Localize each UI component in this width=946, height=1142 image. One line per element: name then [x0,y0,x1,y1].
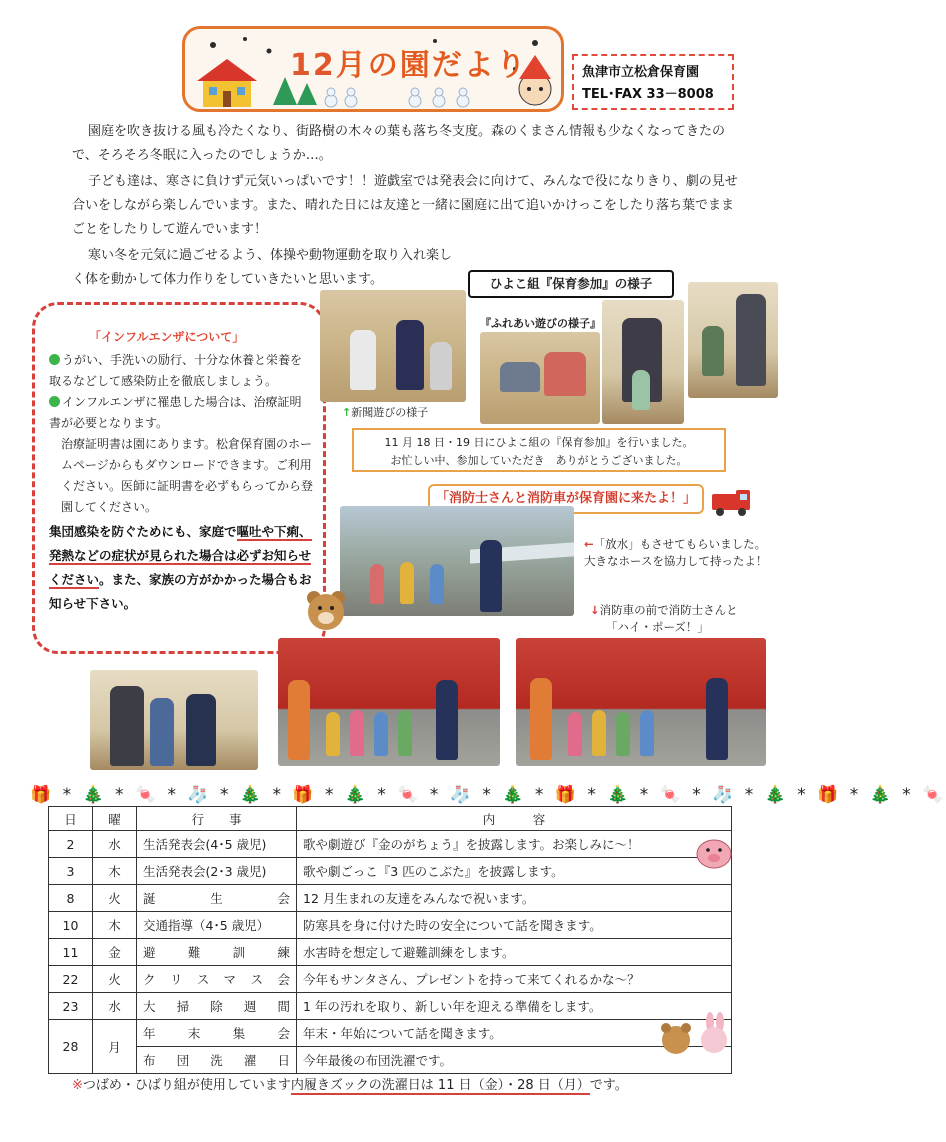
table-row: 2 水 生活発表会(4･5 歳児) 歌や劇遊び『金のがちょう』を披露します。お楽しみに～！ [49,831,732,858]
arrow-up-icon: ↑ [342,406,352,419]
fire-truck-icon [710,486,754,520]
tel-fax: TEL･FAX 33－8008 [582,87,714,102]
laundry-footnote: ※つばめ・ひばり組が使用しています内履きズックの洗濯日は 11 日（金）・28 日（月）です。 [72,1078,628,1093]
pig-icon [694,832,736,870]
rabbit-icon [656,1012,732,1062]
intro-paragraph-1: 園庭を吹き抜ける風も冷たくなり、街路樹の木々の葉も落ち冬支度。森のくまさん情報も少なくなってきたので、そろそろ冬眠に入ったのでしょうか…。 [72,124,726,163]
table-header-row [49,807,732,831]
bear-icon [300,580,352,640]
flu-item-2: インフルエンザに罹患した場合は、治療証明書が必要となります。 [49,395,302,430]
flu-item-1: うがい、手洗いの励行、十分な休養と栄養を取るなどして感染防止を徹底しましょう。 [49,353,303,388]
flu-warning: 集団感染を防ぐためにも、家庭で嘔吐や下痢、発熱などの症状が見られた場合は必ずお知らせください。また、家族の方がかかった場合もお知らせ下さい。 [49,524,312,611]
photo-newspaper-play [320,290,466,402]
bullet-icon [49,396,60,407]
flu-item-2-detail: 治療証明書は園にあります。松倉保育園のホームページからもダウンロードできます。ご利用ください。医師に証明書を必ずもらってから登園してください。 [61,437,314,514]
snowman-icon [325,88,469,107]
header-event: 行 事 [137,807,297,831]
table-row: 28 月 年末集会 年末・年始について話を聞きます。 [49,1020,732,1047]
table-row: 8 火 誕生会 12 月生まれの友達をみんなで祝います。 [49,885,732,912]
hiyoko-message: 11 月 18 日・19 日にひよこ組の『保育参加』を行いました。 お忙しい中、参加していただき ありがとうございました。 [352,428,726,472]
page-title: 12月の園だより [290,48,528,83]
table-row: 3 木 生活発表会(2･3 歳児) 歌や劇ごっこ『3 匹のこぶた』を披露します。 [49,858,732,885]
table-row: 11 金 避難訓練 水害時を想定して避難訓練をします。 [49,939,732,966]
hiyoko-label: ひよこ組『保育参加』の様子 [468,270,674,298]
header-weekday: 曜 [93,807,137,831]
photo-truck-pose-2 [516,638,766,766]
photo-bonding-play-2 [602,300,684,424]
intro-paragraph-2: 子ども達は、寒さに負けず元気いっぱいです！！遊戯室では発表会に向けて、みんなで役になりきり、劇の見せ合いをしながら楽しんでいます。また、晴れた日には友達と一緒に園庭に出て追いかけっこをしたり落ち葉でままごとをしたりして遊んでいます！ [72,174,738,237]
school-name: 魚津市立松倉保育園 [582,65,700,80]
bullet-icon [49,354,60,365]
table-row: 22 火 クリスマス会 今年もサンタさん、プレゼントを持って来てくれるかな～？ [49,966,732,993]
christmas-decoration-row: 🎁 * 🎄 * 🍬 * 🧦 * 🎄 * 🎁 * 🎄 * 🍬 * 🧦 * 🎄 * 🎁 * 🎄 * 🍬 * 🧦 * 🎄 * 🎁 * 🎄 * 🍬 [30,785,946,805]
photo-bonding-play-1 [480,332,600,424]
schedule-table [48,806,732,1074]
photo-truck-pose-1 [278,638,500,766]
table-row: 布団洗濯日 今年最後の布団洗濯です。 [49,1047,732,1074]
table-row: 10 木 交通指導（4･5 歳児） 防寒具を身に付けた時の安全について話を聞きます。 [49,912,732,939]
header-day: 日 [49,807,93,831]
pose-caption: ↓消防車の前で消防士さんと 「ハイ・ポーズ！」 [590,603,738,634]
newspaper-play-caption: ↑新聞遊びの様子 [342,406,429,419]
flu-title: 「インフルエンザについて」 [89,330,245,344]
bonding-play-caption: 『ふれあい遊びの様子』 [480,317,601,330]
arrow-down-icon: ↓ [590,603,600,617]
photo-bonding-play-3 [688,282,778,398]
photo-family [90,670,258,770]
header-content: 内 容 [297,807,732,831]
arrow-left-icon: ← [584,537,594,551]
house-icon [197,59,257,107]
fire-visit-banner: 「消防士さんと消防車が保育園に来たよ！」 [428,484,704,514]
school-info [572,54,734,110]
table-row: 23 水 大掃除週間 1 年の汚れを取り、新しい年を迎える準備をします。 [49,993,732,1020]
intro-paragraph-3: 寒い冬を元気に過ごせるよう、体操や動物運動を取り入れ楽しく体を動かして体力作りをしていきたいと思います。 [72,248,453,287]
water-spray-caption: ←「放水」もさせてもらいました。 大きなホースを協力して持ったよ！ [584,537,768,568]
photo-water-spray [340,506,574,616]
flu-notice [32,302,326,654]
